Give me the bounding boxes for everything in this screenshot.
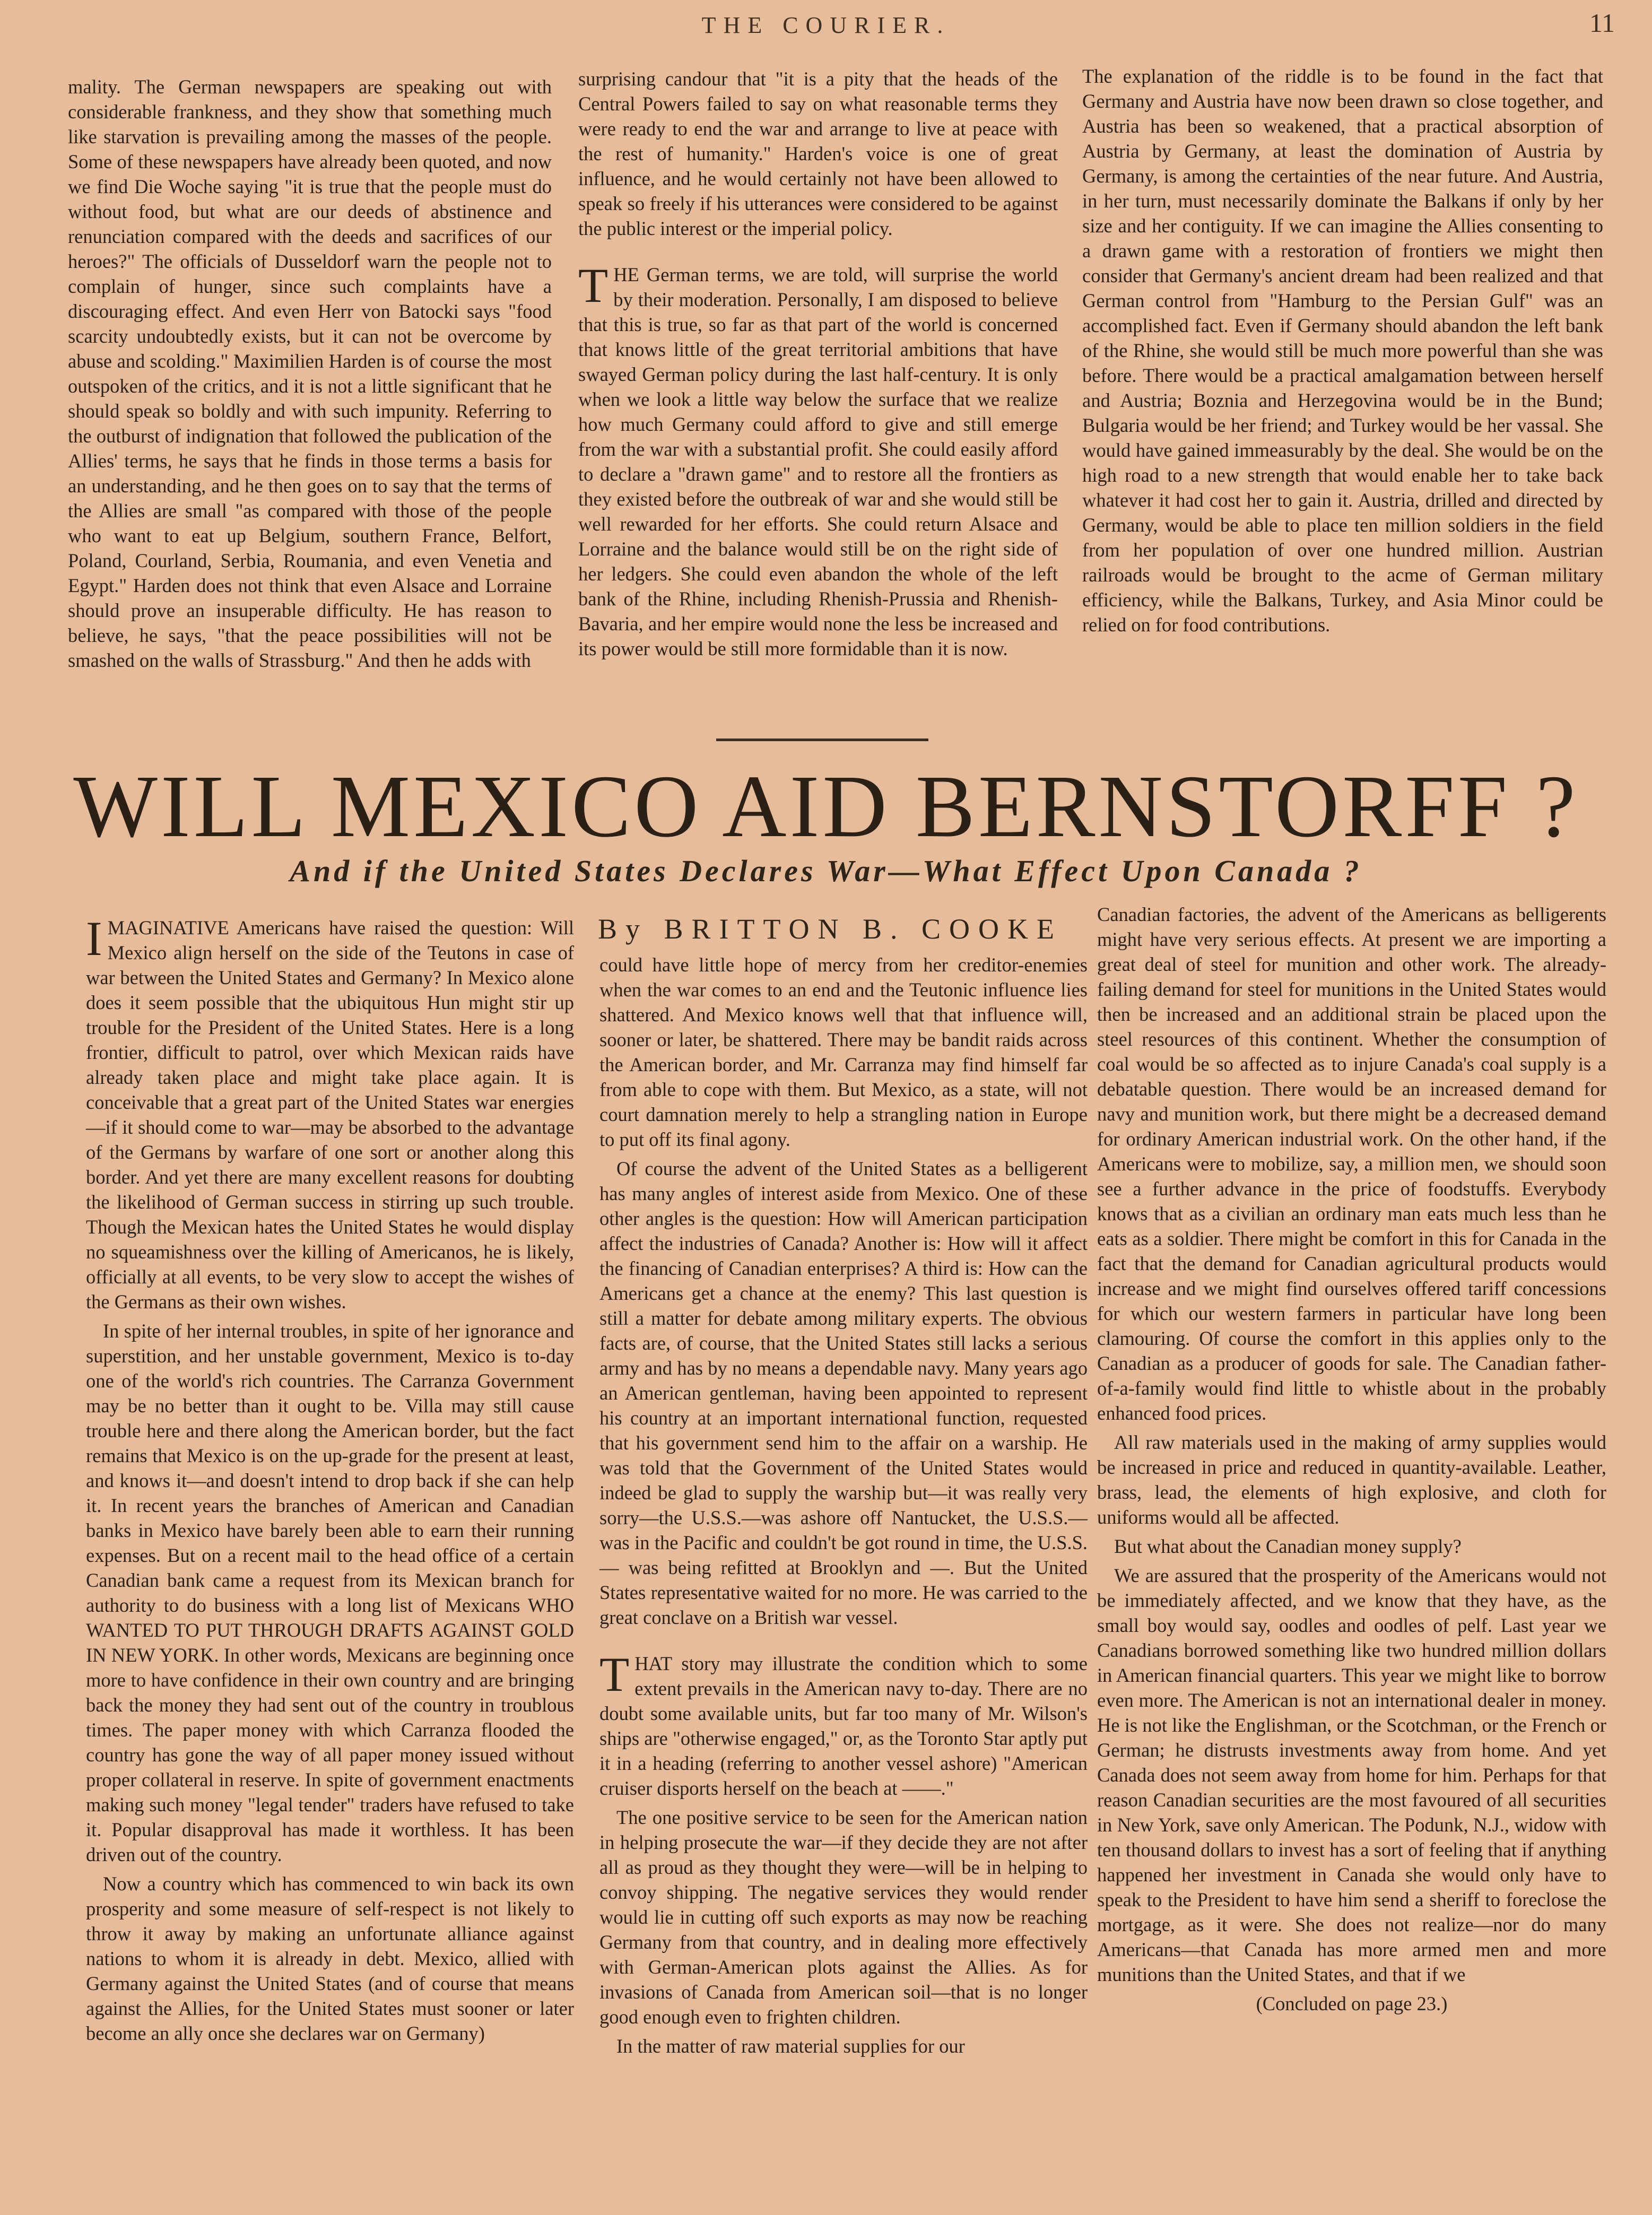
article-column-3 [1097,902,1606,2016]
paragraph: In the matter of raw material supplies for our [616,2035,965,2057]
paragraph: But what about the Canadian money supply? [1114,1535,1462,1557]
paragraph: The explanation of the riddle is to be found in the fact that Germany and Austria have now been drawn so close together, and Austria has been so weakened, that a practical absorption of Austria by Germany, at least the domination of Austria by Germany, is among the certainties of the near future. And Austria, in her turn, must necessarily dominate the Balkans if only by her size and her contiguity. If we can imagine the Allies consenting to a drawn game with a restoration of frontiers we might then consider that Germany's ancient dream had been realized and that German control from "Hamburg to the Persian Gulf" was an accomplished fact. Even if Germany should abandon the left bank of the Rhine, she would still be much more powerful than she was before. There would be a practical amalgamation between herself and Austria; Boznia and Herzegovina would be in the Bund; Bulgaria would be her friend; and Turkey would be her vassal. She would have gained immeasurably by the deal. She would be on the high road to a new strength that would enable her to take back whatever it had cost her to gain it. Austria, drilled and directed by Germany, would be able to place ten million soldiers in the field from her population of over one hundred million. Austrian railroads would be brought to the acme of German military efficiency, while the Balkans, Turkey, and Asia Minor could be relied on for food contributions. [1082,65,1603,636]
continuation-note: (Concluded on page 23.) [1256,1993,1448,2014]
paragraph: mality. The German newspapers are speaking out with considerable frankness, and they show that something much like starvation is prevailing among the masses of the people. Some of these newspapers have already been quoted, and now we find Die Woche saying "it is true that the people must do without food, but what are our deeds of abstinence and renunciation compared with the deeds and sacrifices of our heroes?" The officials of Dusseldorf warn the people not to complain of hunger, since such complaints have a discouraging effect. And even Herr von Batocki says "food scarcity undoubtedly exists, but it can not be overcome by abuse and scolding." Maximilien Harden is of course the most outspoken of the critics, and it is not a little significant that he should speak so boldly and with such impunity. Referring to the outburst of indignation that followed the publication of the Allies' terms, he says that he finds in those terms a basis for an understanding, and he then goes on to say that the terms of the Allies are small "as compared with those of the people who want to eat up Belgium, southern France, Belfort, Poland, Courland, Serbia, Roumania, and even Venetia and Egypt." Harden does not think that even Alsace and Lorraine should prove an insuperable difficulty. He has reason to believe, he says, "that the peace possibilities will not be smashed on the walls of Strassburg." And then he adds with [68,76,552,671]
paragraph: Now a country which has commenced to win back its own prosperity and some measure of self-respect is not likely to throw it away by making an unfortunate alliance against nations to whom it is already in debt. Mexico, allied with Germany against the United States (and of course that means against the Allies, for the United States must sooner or later become an ally once she declares war on Germany) [86,1873,574,2044]
paragraph: We are assured that the prosperity of the Americans would not be immediately affected, and we know that they have, as the small boy would say, oodles and oodles of pelf. Last year we Canadians borrowed something like two hundred million dollars in American financial quarters. This year we might like to borrow even more. The American is not an international dealer in money. He is not like the Englishman, or the Scotchman, or the French or German; he distrusts investments away from home. And yet Canada does not seem away from home for him. Perhaps for that reason Canadian securities are the most favoured of all securities in New York, save only American. The Podunk, N.J., widow with ten thousand dollars to invest has a sort of feeling that if anything happened her investment in Canada she would only have to speak to the President to have him send a sheriff to foreclose the mortgage, as it were. She does not realize—nor do many Americans—that Canada has more armed men and more munitions than the United States, and that if we [1097,1565,1606,1985]
paragraph-dropcap: THAT story may illustrate the condition which to some extent prevails in the American navy to-day. There are no doubt some available units, but far too many of Mr. Wilson's ships are "otherwise engaged," or, as the Toronto Star aptly put it in a heading (referring to another vessel ashore) "American cruiser disports herself on the beach at ——." [599,1647,1088,1799]
drop-cap: I [86,911,102,966]
running-head: THE COURIER. [701,12,951,38]
drop-cap: T [599,1647,630,1701]
top-column-3 [1082,64,1603,637]
paragraph-dropcap: IMAGINATIVE Americans have raised the question: Will Mexico align herself on the side of the Teutons in case of war between the United States and Germany? In Mexico alone does it seem possible that the ubiquitous Hun might stir up trouble for the President of the United States. Here is a long frontier, difficult to patrol, over which Mexican raids have already taken place and might take place again. It is conceivable that a great part of the United States war energies—if it should come to war—may be absorbed to the advantage of the Germans by warfare of one sort or another along this border. And yet there are many excellent reasons for doubting the likelihood of German success in stirring up such trouble. Though the Mexican hates the United States he would display no squeamishness over the killing of Americanos, he is likely, officially at all events, to be very slow to accept the wishes of the Germans as their own wishes. [86,911,574,1313]
top-column-2 [578,66,1058,661]
article-column-2 [599,952,1088,2058]
paragraph: surprising candour that "it is a pity that the heads of the Central Powers failed to say on what reasonable terms they were ready to end the war and arrange to live at peace with the rest of humanity." Harden's voice is one of great influence, and he would certainly not have been allowed to speak so freely if his utterances were considered to be against the public interest or the imperial policy. [578,68,1058,239]
top-column-1 [68,74,552,673]
article-column-1 [86,911,574,2046]
article-byline: By BRITTON B. COOKE [597,913,1063,945]
page-number: 11 [1589,8,1615,38]
drop-cap: T [578,258,608,312]
paragraph: Canadian factories, the advent of the Americans as belligerents might have very serious effects. At present we are importing a great deal of steel for munition and other work. The already-failing demand for steel for munitions in the United States would then be increased and an additional strain be placed upon the steel resources of this continent. Whether the consumption of coal would be so affected as to injure Canada's coal supply is a debatable question. There would be an increased demand for navy and munition work, but there might be a decreased demand for ordinary American industrial work. On the other hand, if the Americans were to mobilize, say, a million men, we should soon see a further advance in the price of foodstuffs. Everybody knows that as a civilian an ordinary man eats much less than he eats as a soldier. There might be comfort in this for Canada in the fact that the demand for Canadian agricultural products would increase and we might find ourselves offered tariff concessions for which our western farmers in particular have long been clamouring. Of course the comfort in this applies only to the Canadian as a producer of goods for sale. The Canadian father-of-a-family would find little to whistle about in the probably enhanced food prices. [1097,904,1606,1424]
paragraph: The one positive service to be seen for the American nation in helping prosecute the war—if they decide they are not after all as proud as they thought they were—will be in helping to convoy shipping. The negative services they would render would lie in cutting off such exports as may now be reaching Germany from that country, and in dealing more effectively with German-American plots against the Allies. As for invasions of Canada from American soil—that is no longer good enough even to frighten children. [599,1806,1088,2028]
paragraph: Of course the advent of the United States as a belligerent has many angles of interest aside from Mexico. One of these other angles is the question: How will American participation affect the industries of Canada? Another is: How will it affect the financing of Canadian enterprises? A third is: How can the Americans get a chance at the enemy? This last question is still a matter for debate among military experts. The obvious facts are, of course, that the United States still lacks a serious army and has by no means a dependable navy. Many years ago an American gentleman, having been appointed to represent his country at an important international function, requested that his government send him to the affair on a warship. He was told that the Government of the United States would indeed be glad to supply the warship but—it was really very sorry—the U.S.S.—was ashore off Nantucket, the U.S.S.—was in the Pacific and couldn't be got round in time, the U.S.S. — was being refitted at Brooklyn and —. But the United States representative waited for no more. He was carried to the great conclave on a British war vessel. [599,1158,1088,1628]
article-headline: WILL MEXICO AID BERNSTORFF ? [73,757,1579,856]
paragraph: All raw materials used in the making of army supplies would be increased in price and reduced in quantity-available. Leather, brass, lead, the elements of high explosive, and cloth for uniforms would all be affected. [1097,1431,1606,1528]
section-divider [716,739,928,741]
paragraph-dropcap: THE German terms, we are told, will surprise the world by their moderation. Personally, I am disposed to believe that this is true, so far as that part of the world is concerned that knows little of the great territorial ambitions that have swayed German policy during the last half-century. It is only when we look a little way below the surface that we realize how much Germany could afford to give and still emerge from the war with a substantial profit. She could easily afford to declare a "drawn game" and to restore all the frontiers as they existed before the outbreak of war and she would still be well rewarded for her efforts. She could return Alsace and Lorraine and the balance would still be on the right side of her ledgers. She could even abandon the whole of the left bank of the Rhine, including Rhenish-Prussia and Rhenish-Bavaria, and her empire would none the less be increased and its power would be still more formidable than it is now. [578,258,1058,659]
paragraph: In spite of her internal troubles, in spite of her ignorance and superstition, and her unstable government, Mexico is to-day one of the world's rich countries. The Carranza Government may be no better than it ought to be. Villa may still cause trouble here and there along the American border, but the fact remains that Mexico is on the up-grade for the present at least, and knows it—and doesn't intend to drop back if she can help it. In recent years the branches of American and Canadian banks in Mexico have barely been able to earn their running expenses. But on a recent mail to the head office of a certain Canadian bank came a request from its Mexican branch for authority to do business with a long list of Mexicans WHO WANTED TO PUT THROUGH DRAFTS AGAINST GOLD IN NEW YORK. In other words, Mexicans are beginning once more to have confidence in their own country and are bringing back the money they had sent out of the country in troublous times. The paper money with which Carranza flooded the country has gone the way of all paper money issued without proper collateral in reserve. In spite of government enactments making such money "legal tender" traders have refused to take it. Popular disapproval has made it worthless. It has been driven out of the country. [86,1320,574,1865]
article-subheadline: And if the United States Declares War—What Effect Upon Canada ? [290,854,1362,888]
paragraph: could have little hope of mercy from her creditor-enemies when the war comes to an end and the Teutonic influence lies shattered. And Mexico knows well that that influence will, sooner or later, be shattered. There may be bandit raids across the American border, and Mr. Carranza may find himself far from able to cope with them. But Mexico, as a state, will not court damnation merely to help a strangling nation in Europe to put off its final agony. [599,954,1088,1150]
